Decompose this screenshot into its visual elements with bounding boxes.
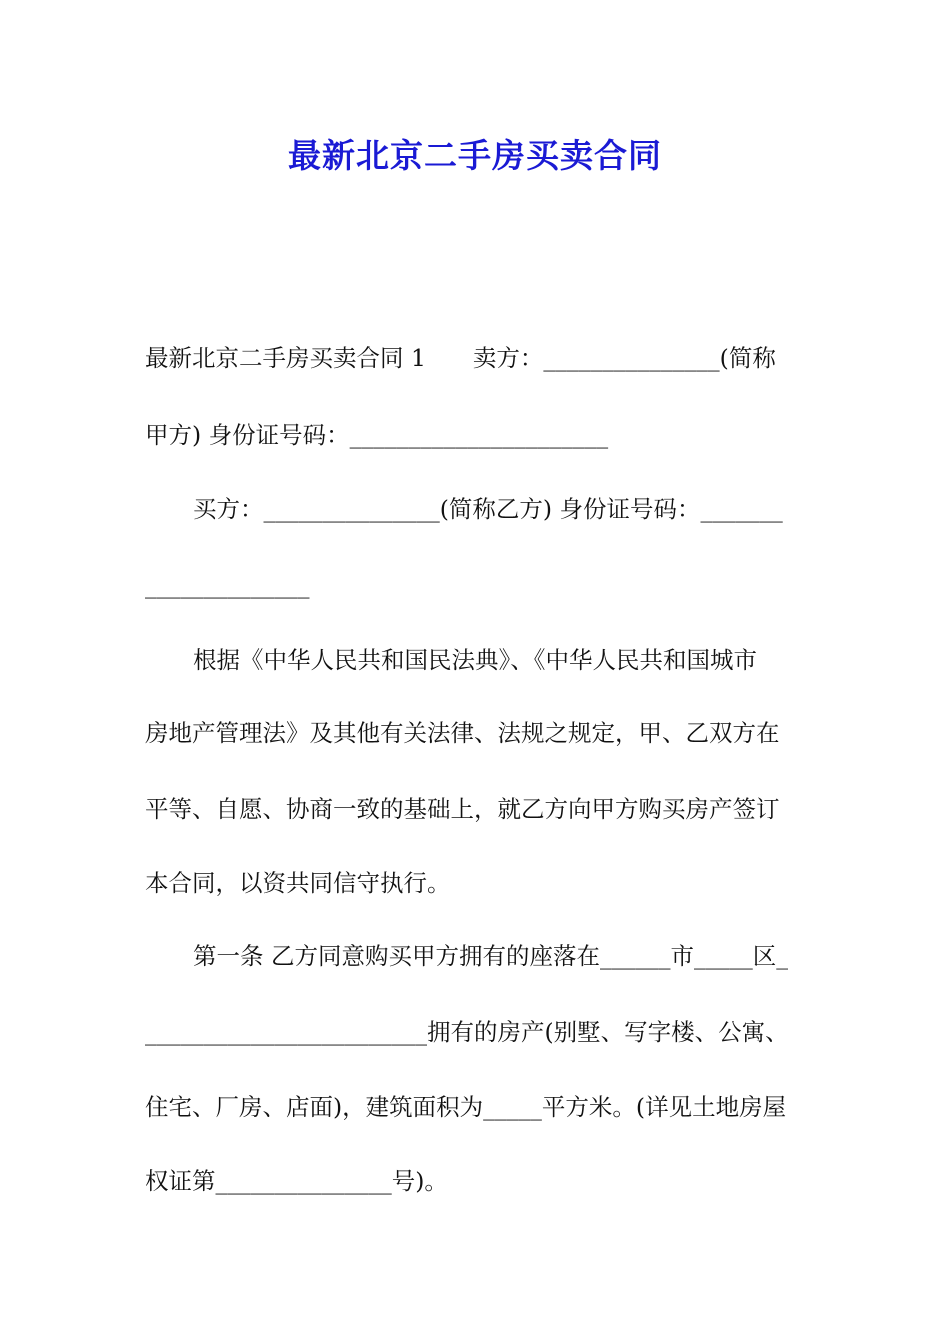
contract-article-1-line-3: 住宅、厂房、店面)，建筑面积为_____平方米。(详见土地房屋 — [145, 1093, 787, 1121]
contract-article-1-line-2: ________________________拥有的房产(别墅、写字楼、公寓、 — [145, 1018, 789, 1046]
document-title: 最新北京二手房买卖合同 — [288, 136, 662, 175]
contract-line-seller: 最新北京二手房买卖合同 1 卖方：_______________(简称 — [145, 344, 776, 372]
contract-paragraph-basis-line-3: 平等、自愿、协商一致的基础上，就乙方向甲方购买房产签订 — [145, 795, 780, 823]
contract-line-buyer: 买方：_______________(简称乙方) 身份证号码：_______ — [193, 495, 783, 523]
contract-line-buyer-id-cont: ______________ — [145, 571, 310, 599]
contract-paragraph-basis-line-4: 本合同，以资共同信守执行。 — [145, 869, 451, 897]
contract-article-1-line-4: 权证第_______________号)。 — [145, 1167, 448, 1195]
contract-paragraph-basis-line-2: 房地产管理法》及其他有关法律、法规之规定，甲、乙双方在 — [145, 719, 780, 747]
contract-paragraph-basis-line-1: 根据《中华人民共和国民法典》、《中华人民共和国城市 — [193, 646, 757, 674]
contract-article-1-line-1: 第一条 乙方同意购买甲方拥有的座落在______市_____区_ — [193, 942, 788, 970]
contract-line-seller-id: 甲方) 身份证号码：______________________ — [145, 421, 609, 449]
